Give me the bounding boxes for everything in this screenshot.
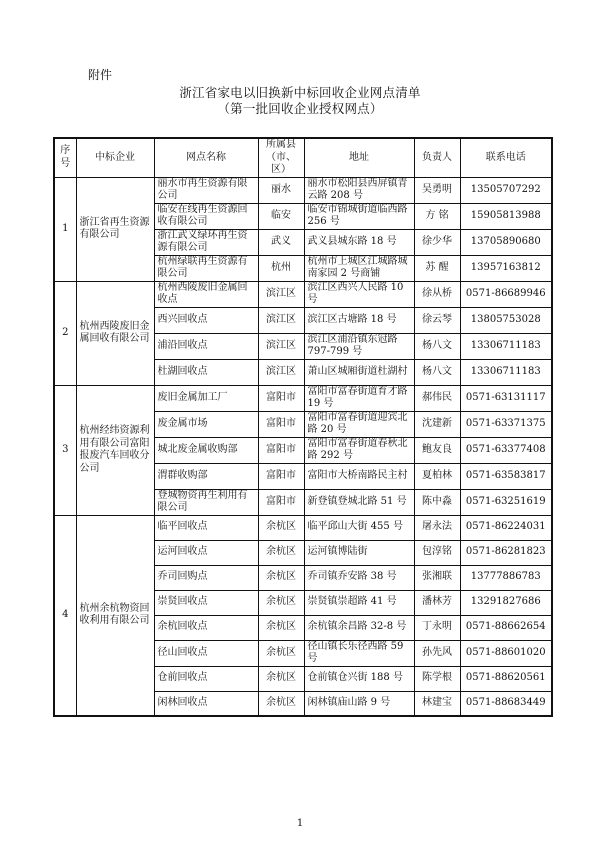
cell-phone: 13957163812 xyxy=(460,255,552,281)
cell-outlet: 渭群收购部 xyxy=(154,463,258,489)
cell-phone: 13777886783 xyxy=(460,565,552,590)
group-seq: 4 xyxy=(54,515,76,716)
cell-person: 方 铭 xyxy=(414,203,460,229)
cell-person: 张湘联 xyxy=(414,565,460,590)
cell-person: 包淳铭 xyxy=(414,540,460,565)
cell-phone: 0571-88662654 xyxy=(460,615,552,640)
header-phone: 联系电话 xyxy=(460,138,552,177)
cell-county: 滨江区 xyxy=(258,333,304,359)
cell-outlet: 仓前回收点 xyxy=(154,666,258,691)
cell-person: 吴勇明 xyxy=(414,177,460,203)
cell-person: 夏柏林 xyxy=(414,463,460,489)
table-row xyxy=(54,281,552,307)
cell-outlet: 杜湖回收点 xyxy=(154,359,258,385)
cell-address: 径山镇长乐径西路 59 号 xyxy=(304,640,414,666)
cell-county: 富阳市 xyxy=(258,411,304,437)
cell-phone: 0571-88683449 xyxy=(460,691,552,716)
header-outlet: 网点名称 xyxy=(154,138,258,177)
table-row xyxy=(54,177,552,203)
header-address: 地址 xyxy=(304,138,414,177)
cell-phone: 0571-88620561 xyxy=(460,666,552,691)
cell-address: 丽水市松阳县西屏镇青云路 208 号 xyxy=(304,177,414,203)
cell-outlet: 杭州西陵废旧金属回收点 xyxy=(154,281,258,307)
header-seq: 序号 xyxy=(54,138,76,177)
cell-person: 杨八文 xyxy=(414,359,460,385)
cell-address: 新登镇登城北路 51 号 xyxy=(304,489,414,515)
cell-phone: 13505707292 xyxy=(460,177,552,203)
table-body xyxy=(54,177,552,716)
cell-county: 滨江区 xyxy=(258,359,304,385)
cell-county: 余杭区 xyxy=(258,590,304,615)
cell-outlet: 运河回收点 xyxy=(154,540,258,565)
cell-person: 屠永法 xyxy=(414,515,460,540)
cell-person: 徐少华 xyxy=(414,229,460,255)
cell-person: 徐云琴 xyxy=(414,307,460,333)
cell-outlet: 浙江武义绿环再生资源有限公司 xyxy=(154,229,258,255)
cell-person: 潘林芳 xyxy=(414,590,460,615)
cell-person: 丁永明 xyxy=(414,615,460,640)
cell-outlet: 西兴回收点 xyxy=(154,307,258,333)
group-company: 杭州西陵废旧金属回收有限公司 xyxy=(76,281,154,385)
cell-phone: 0571-88601020 xyxy=(460,640,552,666)
cell-address: 富阳市富春街道迎宾北路 20 号 xyxy=(304,411,414,437)
group-company: 浙江省再生资源有限公司 xyxy=(76,177,154,281)
cell-address: 运河镇博陆街 xyxy=(304,540,414,565)
cell-outlet: 临平回收点 xyxy=(154,515,258,540)
cell-person: 沈建新 xyxy=(414,411,460,437)
cell-county: 丽水 xyxy=(258,177,304,203)
cell-address: 杭州市上城区江城路城南家园 2 号商铺 xyxy=(304,255,414,281)
cell-outlet: 闲林回收点 xyxy=(154,691,258,716)
cell-phone: 0571-63377408 xyxy=(460,437,552,463)
group-seq: 1 xyxy=(54,177,76,281)
cell-address: 临平邱山大街 455 号 xyxy=(304,515,414,540)
cell-outlet: 径山回收点 xyxy=(154,640,258,666)
table-header-row xyxy=(54,138,552,177)
cell-phone: 15905813988 xyxy=(460,203,552,229)
cell-county: 临安 xyxy=(258,203,304,229)
cell-outlet: 崇贤回收点 xyxy=(154,590,258,615)
cell-county: 余杭区 xyxy=(258,540,304,565)
cell-phone: 0571-63371375 xyxy=(460,411,552,437)
cell-address: 萧山区城厢街道杜湖村 xyxy=(304,359,414,385)
cell-county: 武义 xyxy=(258,229,304,255)
cell-address: 崇贤镇崇超路 41 号 xyxy=(304,590,414,615)
cell-county: 余杭区 xyxy=(258,515,304,540)
cell-address: 临安市锦城街道临西路 256 号 xyxy=(304,203,414,229)
table-row xyxy=(54,515,552,540)
cell-outlet: 乔司回购点 xyxy=(154,565,258,590)
attachment-label: 附件 xyxy=(88,68,113,82)
document-subtitle: （第一批回收企业授权网点） xyxy=(217,101,383,116)
group-company: 杭州余杭物资回收利用有限公司 xyxy=(76,515,154,716)
cell-outlet: 丽水市再生资源有限公司 xyxy=(154,177,258,203)
cell-phone: 0571-86281823 xyxy=(460,540,552,565)
cell-county: 滨江区 xyxy=(258,307,304,333)
cell-address: 武义县城东路 18 号 xyxy=(304,229,414,255)
cell-county: 余杭区 xyxy=(258,691,304,716)
cell-address: 仓前镇仓兴街 188 号 xyxy=(304,666,414,691)
cell-phone: 0571-63131117 xyxy=(460,385,552,411)
cell-outlet: 余杭回收点 xyxy=(154,615,258,640)
cell-person: 陈中淼 xyxy=(414,489,460,515)
cell-outlet: 废旧金属加工厂 xyxy=(154,385,258,411)
cell-address: 富阳市大桥南路民主村 xyxy=(304,463,414,489)
header-county: 所属县（市、区） xyxy=(258,138,304,177)
cell-person: 陈学根 xyxy=(414,666,460,691)
cell-phone: 0571-63583817 xyxy=(460,463,552,489)
cell-address: 余杭镇余昌路 32-8 号 xyxy=(304,615,414,640)
cell-county: 富阳市 xyxy=(258,385,304,411)
cell-phone: 0571-86224031 xyxy=(460,515,552,540)
cell-phone: 13306711183 xyxy=(460,333,552,359)
page-number: 1 xyxy=(296,818,304,829)
cell-person: 徐从桥 xyxy=(414,281,460,307)
header-person: 负责人 xyxy=(414,138,460,177)
cell-outlet: 废金属市场 xyxy=(154,411,258,437)
cell-phone: 13705890680 xyxy=(460,229,552,255)
cell-phone: 13306711183 xyxy=(460,359,552,385)
cell-county: 余杭区 xyxy=(258,640,304,666)
group-company: 杭州经纬资源利用有限公司富阳报废汽车回收分公司 xyxy=(76,385,154,515)
cell-address: 滨江区西兴人民路 10 号 xyxy=(304,281,414,307)
cell-county: 余杭区 xyxy=(258,565,304,590)
cell-county: 余杭区 xyxy=(258,666,304,691)
cell-person: 杨八文 xyxy=(414,333,460,359)
cell-county: 富阳市 xyxy=(258,463,304,489)
cell-address: 滨江区浦沿镇东冠路 797-799 号 xyxy=(304,333,414,359)
cell-county: 余杭区 xyxy=(258,615,304,640)
cell-phone: 0571-86689946 xyxy=(460,281,552,307)
cell-person: 苏 醒 xyxy=(414,255,460,281)
cell-county: 富阳市 xyxy=(258,489,304,515)
document-title: 浙江省家电以旧换新中标回收企业网点清单 xyxy=(179,85,421,100)
cell-person: 鲍友良 xyxy=(414,437,460,463)
cell-address: 乔司镇乔安路 38 号 xyxy=(304,565,414,590)
group-seq: 2 xyxy=(54,281,76,385)
cell-person: 郝伟民 xyxy=(414,385,460,411)
table-row xyxy=(54,385,552,411)
group-seq: 3 xyxy=(54,385,76,515)
cell-county: 杭州 xyxy=(258,255,304,281)
outlet-table xyxy=(53,137,553,717)
cell-county: 富阳市 xyxy=(258,437,304,463)
cell-outlet: 杭州绿联再生资源有限公司 xyxy=(154,255,258,281)
cell-phone: 13291827686 xyxy=(460,590,552,615)
cell-county: 滨江区 xyxy=(258,281,304,307)
cell-phone: 13805753028 xyxy=(460,307,552,333)
cell-outlet: 临安在线再生资源回收有限公司 xyxy=(154,203,258,229)
cell-phone: 0571-63251619 xyxy=(460,489,552,515)
cell-person: 林建宝 xyxy=(414,691,460,716)
cell-address: 滨江区古塘路 18 号 xyxy=(304,307,414,333)
cell-outlet: 登城物资再生利用有限公司 xyxy=(154,489,258,515)
cell-outlet: 浦沿回收点 xyxy=(154,333,258,359)
cell-address: 富阳市富春街道育才路 19 号 xyxy=(304,385,414,411)
cell-outlet: 城北废金属收购部 xyxy=(154,437,258,463)
header-company: 中标企业 xyxy=(76,138,154,177)
cell-address: 富阳市富春街道春秋北路 292 号 xyxy=(304,437,414,463)
cell-address: 闲林镇庙山路 9 号 xyxy=(304,691,414,716)
cell-person: 孙先风 xyxy=(414,640,460,666)
